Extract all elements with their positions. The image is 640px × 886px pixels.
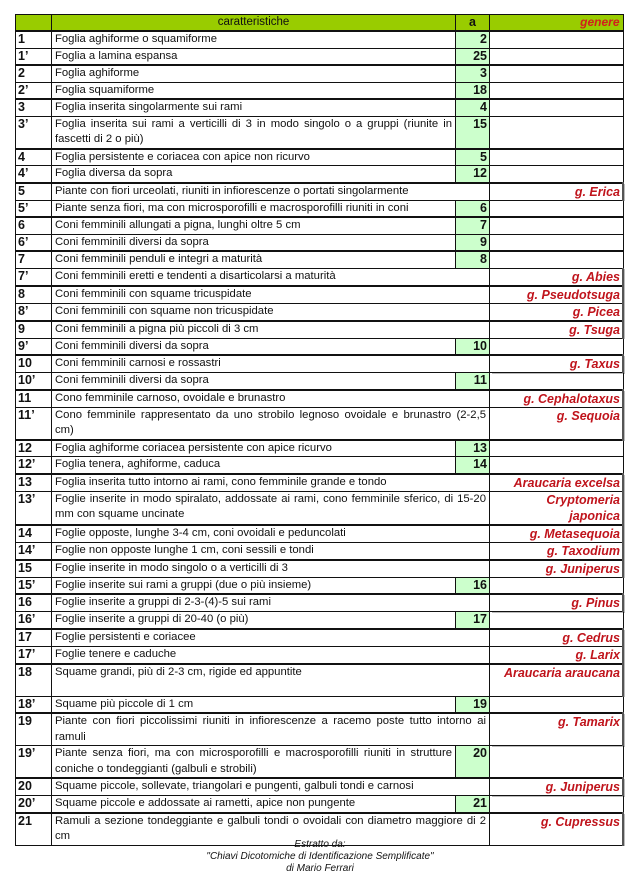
characteristic-description: Foglia persistente e coriacea con apice non ricurvo [52,149,456,166]
table-row [16,525,624,543]
genus-result: g. Larix [490,646,624,664]
characteristic-description: Foglia inserita singolarmente sui rami [52,99,456,116]
citation-author: di Mario Ferrari [286,863,354,874]
table-row [16,474,624,492]
characteristic-description: Foglie opposte, lunghe 3-4 cm, coni ovoidali e peduncolati [52,525,490,543]
characteristic-description: Foglia aghiforme o squamiforme [52,31,456,48]
characteristic-description: Foglie persistenti e coriacee [52,629,490,647]
genus-result [490,612,624,629]
characteristic-description: Foglie inserite a gruppi di 2-3-(4)-5 sui rami [52,594,490,612]
step-number: 15’ [16,577,52,594]
genus-result [490,31,624,48]
table-row [16,116,624,149]
step-number: 20’ [16,796,52,813]
genus-result: Araucaria excelsa [490,474,624,492]
genus-result [490,234,624,251]
step-number: 10’ [16,373,52,390]
step-number: 6’ [16,234,52,251]
goto-step: 14 [456,457,490,474]
dichotomous-key-table [15,14,624,846]
step-number: 11’ [16,407,52,440]
characteristic-description: Coni femminili diversi da sopra [52,338,456,355]
table-row [16,664,624,697]
step-number: 19’ [16,746,52,779]
goto-step: 4 [456,99,490,116]
characteristic-description: Cono femminile rappresentato da uno strobilo legnoso ovoidale e brunastro (2-2,5 cm) [52,407,490,440]
characteristic-description: Piante con fiori urceolati, riuniti in infiorescenze o portati singolarmente [52,183,490,201]
characteristic-description: Coni femminili con squame tricuspidate [52,286,490,304]
genus-result: g. Sequoia [490,407,624,440]
characteristic-description: Squame piccole, sollevate, triangolari e pungenti, galbuli tondi e carnosi [52,778,490,796]
characteristic-description: Foglia aghiforme [52,65,456,82]
step-number: 5’ [16,200,52,217]
genus-result [490,696,624,713]
genus-result [490,746,624,779]
table-row [16,286,624,304]
goto-step: 17 [456,612,490,629]
genus-result: g. Cupressus [490,813,624,846]
goto-step: 2 [456,31,490,48]
table-row [16,560,624,578]
goto-step: 12 [456,166,490,183]
table-row [16,612,624,629]
goto-step: 13 [456,440,490,457]
genus-result [490,116,624,149]
step-number: 7’ [16,268,52,286]
characteristic-description: Foglie inserite in modo spiralato, addossate ai rami, cono femminile sferico, di 15-20 mm con squame uncinate [52,491,490,525]
characteristic-description: Coni femminili diversi da sopra [52,373,456,390]
step-number: 14’ [16,542,52,560]
genus-result: g. Tsuga [490,321,624,339]
genus-result [490,82,624,99]
step-number: 10 [16,355,52,373]
goto-step: 15 [456,116,490,149]
step-number: 8 [16,286,52,304]
genus-result: g. Tamarix [490,713,624,746]
table-row [16,355,624,373]
step-number: 12 [16,440,52,457]
genus-result [490,48,624,65]
table-row [16,407,624,440]
genus-result: g. Juniperus [490,560,624,578]
characteristic-description: Foglia aghiforme coriacea persistente con apice ricurvo [52,440,456,457]
table-row [16,746,624,779]
step-number: 8’ [16,303,52,321]
table-row [16,373,624,390]
genus-result [490,457,624,474]
characteristic-description: Cono femminile carnoso, ovoidale e brunastro [52,390,490,408]
table-row [16,796,624,813]
step-number: 1’ [16,48,52,65]
header-caratteristiche: caratteristiche [52,15,456,32]
table-row [16,217,624,234]
goto-step: 5 [456,149,490,166]
genus-result: g. Pinus [490,594,624,612]
genus-result: g. Cephalotaxus [490,390,624,408]
table-row [16,166,624,183]
step-number: 1 [16,31,52,48]
step-number: 16 [16,594,52,612]
characteristic-description: Foglia inserita tutto intorno ai rami, cono femminile grande e tondo [52,474,490,492]
characteristic-description: Squame piccole e addossate ai rametti, apice non pungente [52,796,456,813]
characteristic-description: Foglia squamiforme [52,82,456,99]
genus-result: g. Metasequoia [490,525,624,543]
citation-title: "Chiavi Dicotomiche di Identificazione Semplificate" [206,851,434,862]
characteristic-description: Squame grandi, più di 2-3 cm, rigide ed appuntite [52,664,490,697]
genus-result [490,440,624,457]
characteristic-description: Foglia inserita sui rami a verticilli di 3 in modo singolo o a gruppi (riunite in fascetti di 2 o più) [52,116,456,149]
step-number: 19 [16,713,52,746]
table-row [16,629,624,647]
genus-result: Cryptomeria japonica [490,491,624,525]
characteristic-description: Coni femminili a pigna più piccoli di 3 cm [52,321,490,339]
step-number: 21 [16,813,52,846]
table-row [16,542,624,560]
goto-step: 8 [456,251,490,268]
genus-result: Araucaria araucana [490,664,624,697]
step-number: 9 [16,321,52,339]
table-header-row [16,15,624,32]
table-row [16,303,624,321]
step-number: 18’ [16,696,52,713]
table-row [16,696,624,713]
genus-result [490,577,624,594]
genus-result [490,251,624,268]
genus-result: g. Pseudotsuga [490,286,624,304]
citation-line-1: Estratto da: [294,839,346,850]
header-genere: genere [490,15,624,32]
genus-result: g. Taxodium [490,542,624,560]
table-row [16,251,624,268]
characteristic-description: Piante senza fiori, ma con microsporofilli e macrosporofilli riuniti in coni [52,200,456,217]
characteristic-description: Ramuli a sezione tondeggiante e galbuli tondi o ovoidali con diametro maggiore di 2 cm [52,813,490,846]
table-row [16,457,624,474]
goto-step: 21 [456,796,490,813]
table-row [16,321,624,339]
table-body [16,31,624,845]
characteristic-description: Coni femminili eretti e tendenti a disarticolarsi a maturità [52,268,490,286]
genus-result [490,200,624,217]
step-number: 17 [16,629,52,647]
table-row [16,577,624,594]
step-number: 2 [16,65,52,82]
table-row [16,268,624,286]
header-num [16,15,52,32]
table-row [16,234,624,251]
table-row [16,31,624,48]
goto-step: 18 [456,82,490,99]
goto-step: 25 [456,48,490,65]
characteristic-description: Foglie inserite a gruppi di 20-40 (o più) [52,612,456,629]
goto-step: 10 [456,338,490,355]
characteristic-description: Coni femminili penduli e integri a maturità [52,251,456,268]
goto-step: 16 [456,577,490,594]
genus-result [490,217,624,234]
step-number: 15 [16,560,52,578]
genus-result [490,373,624,390]
table-row [16,200,624,217]
step-number: 4 [16,149,52,166]
genus-result: g. Juniperus [490,778,624,796]
characteristic-description: Piante senza fiori, ma con microsporofilli e macrosporofilli riuniti in strutture coniche o tondeggianti (galbuli e strobili) [52,746,456,779]
goto-step: 11 [456,373,490,390]
characteristic-description: Foglie inserite sui rami a gruppi (due o più insieme) [52,577,456,594]
genus-result [490,166,624,183]
step-number: 9’ [16,338,52,355]
table-row [16,594,624,612]
step-number: 4’ [16,166,52,183]
genus-result [490,338,624,355]
step-number: 14 [16,525,52,543]
characteristic-description: Foglie tenere e caduche [52,646,490,664]
goto-step: 6 [456,200,490,217]
table-row [16,491,624,525]
table-row [16,778,624,796]
header-a: a [456,15,490,32]
step-number: 6 [16,217,52,234]
step-number: 13’ [16,491,52,525]
step-number: 18 [16,664,52,697]
table-row [16,65,624,82]
genus-result: g. Cedrus [490,629,624,647]
characteristic-description: Piante con fiori piccolissimi riuniti in infiorescenze a racemo poste tutto intorno ai ramuli [52,713,490,746]
step-number: 2’ [16,82,52,99]
table-row [16,149,624,166]
characteristic-description: Foglie non opposte lunghe 1 cm, coni sessili e tondi [52,542,490,560]
goto-step: 19 [456,696,490,713]
table-row [16,82,624,99]
table-row [16,440,624,457]
table-row [16,183,624,201]
characteristic-description: Foglie inserite in modo singolo o a verticilli di 3 [52,560,490,578]
genus-result: g. Abies [490,268,624,286]
goto-step: 9 [456,234,490,251]
step-number: 17’ [16,646,52,664]
characteristic-description: Coni femminili diversi da sopra [52,234,456,251]
table-row [16,390,624,408]
step-number: 7 [16,251,52,268]
characteristic-description: Coni femminili allungati a pigna, lunghi oltre 5 cm [52,217,456,234]
genus-result [490,796,624,813]
genus-result [490,65,624,82]
table-row [16,48,624,65]
characteristic-description: Coni femminili con squame non tricuspidate [52,303,490,321]
goto-step: 20 [456,746,490,779]
genus-result: g. Erica [490,183,624,201]
step-number: 20 [16,778,52,796]
genus-result: g. Picea [490,303,624,321]
source-citation [0,839,640,875]
step-number: 5 [16,183,52,201]
characteristic-description: Coni femminili carnosi e rossastri [52,355,490,373]
genus-result: g. Taxus [490,355,624,373]
genus-result [490,99,624,116]
characteristic-description: Foglia diversa da sopra [52,166,456,183]
characteristic-description: Squame più piccole di 1 cm [52,696,456,713]
step-number: 13 [16,474,52,492]
genus-result [490,149,624,166]
goto-step: 3 [456,65,490,82]
table-row [16,99,624,116]
step-number: 12’ [16,457,52,474]
table-row [16,646,624,664]
step-number: 3 [16,99,52,116]
characteristic-description: Foglia tenera, aghiforme, caduca [52,457,456,474]
step-number: 11 [16,390,52,408]
table-row [16,338,624,355]
table-row [16,713,624,746]
characteristic-description: Foglia a lamina espansa [52,48,456,65]
step-number: 16’ [16,612,52,629]
step-number: 3’ [16,116,52,149]
goto-step: 7 [456,217,490,234]
